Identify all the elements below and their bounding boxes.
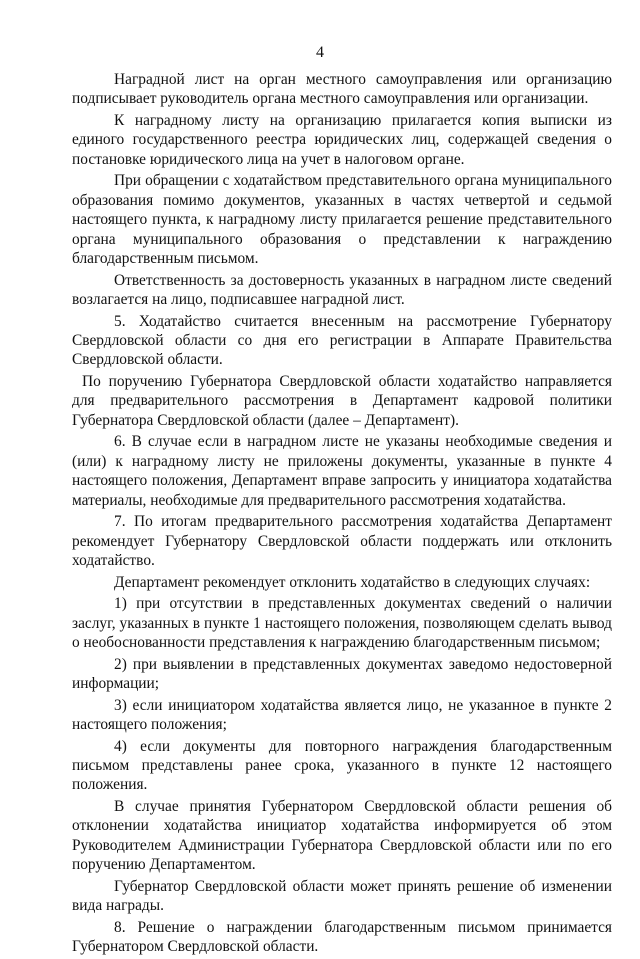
paragraph-item-5: 5. Ходатайство считается внесенным на рассмотрение Губернатору Свердловской области со дня его регистрации в Аппарате Правительства Свердловской области. — [72, 312, 612, 369]
paragraph-registry-extract: К наградному листу на организацию прилагается копия выписки из единого государственного реестра юридических лиц, содержащей сведения о постановке юридического лица на учет в налоговом органе. — [72, 112, 612, 168]
page-number: 4 — [316, 44, 324, 61]
paragraph-item-6: 6. В случае если в наградном листе не указаны необходимые сведения и (или) к наградному листу не приложены документы, указанные в пункте 4 настоящего положения, Департамент вправе запросить у инициатора ходатайства материалы, необходимые для предварительного рассмотрения ходатайства. — [72, 433, 612, 509]
paragraph-department-review: По поручению Губернатора Свердловской области ходатайство направляется для предварительного рассмотрения в Департамент кадровой политики Губернатора Свердловской области (далее – Департамент). — [72, 373, 612, 429]
document-body — [72, 70, 612, 959]
paragraph-award-type-change: Губернатор Свердловской области может принять решение об изменении вида награды. — [72, 877, 612, 915]
paragraph-award-sheet-signature: Наградной лист на орган местного самоуправления или организацию подписывает руководитель органа местного самоуправления или организации. — [72, 71, 612, 108]
paragraph-item-7: 7. По итогам предварительного рассмотрения ходатайства Департамент рекомендует Губернатору Свердловской области поддержать или отклонить ходатайство. — [72, 513, 612, 570]
paragraph-responsibility: Ответственность за достоверность указанных в наградном листе сведений возлагается на лицо, подписавшее наградной лист. — [72, 271, 612, 309]
paragraph-representative-body: При обращении с ходатайством представительного органа муниципального образования помимо документов, указанных в частях четвертой и седьмой настоящего пункта, к наградному листу прилагается решение представительного органа муниципального образования о представлении к награждению благодарственным письмом. — [72, 172, 612, 268]
paragraph-rejection-cases-intro: Департамент рекомендует отклонить ходатайство в следующих случаях: — [114, 573, 591, 591]
paragraph-rejection-case-2: 2) при выявлении в представленных документах заведомо недостоверной информации; — [72, 655, 612, 693]
paragraph-item-8: 8. Решение о награждении благодарственным письмом принимается Губернатором Свердловской области. — [72, 918, 612, 956]
paragraph-rejection-case-4: 4) если документы для повторного награждения благодарственным письмом представлены ранее срока, указанного в пункте 12 настоящего положения. — [72, 737, 612, 794]
paragraph-initiator-notification: В случае принятия Губернатором Свердловской области решения об отклонении ходатайства инициатор ходатайства информируется об этом Руководителем Администрации Губернатора Свердловской области или по его поручению Департаментом. — [72, 798, 612, 874]
paragraph-rejection-case-3: 3) если инициатором ходатайства является лицо, не указанное в пункте 2 настоящего положения; — [72, 696, 612, 734]
paragraph-rejection-case-1: 1) при отсутствии в представленных документах сведений о наличии заслуг, указанных в пункте 1 настоящего положения, позволяющем сделать вывод о необоснованности представления к награждению благодарственным письмом; — [72, 595, 612, 652]
